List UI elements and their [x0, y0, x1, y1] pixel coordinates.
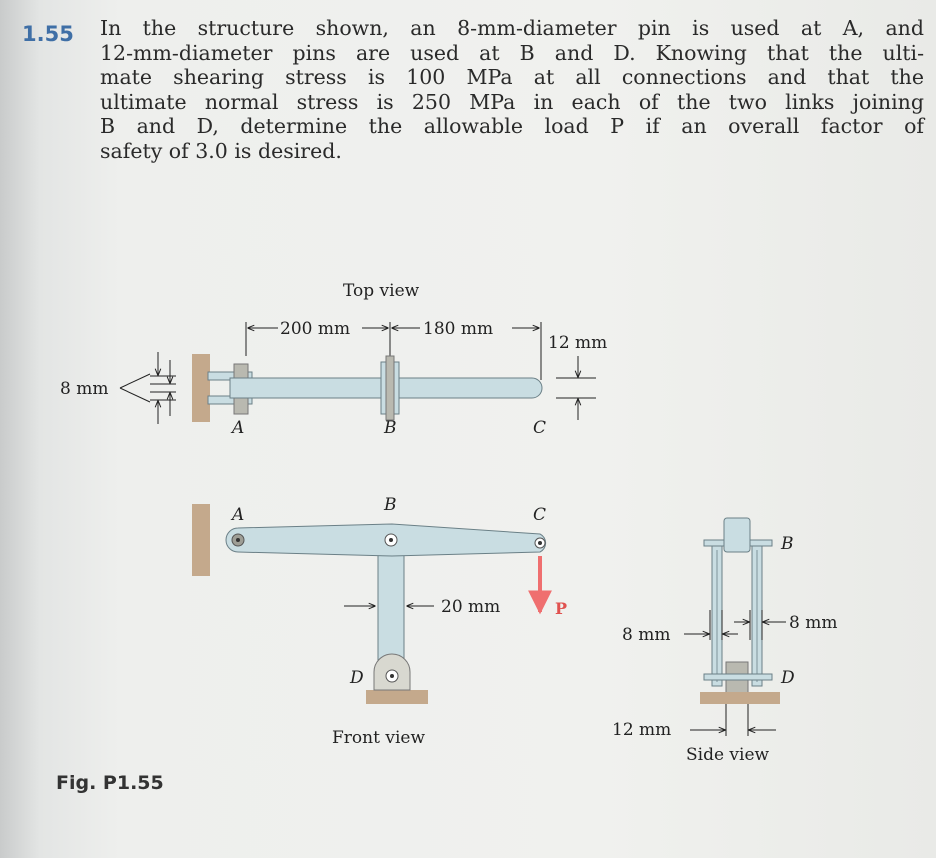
top-point-a: A: [232, 418, 245, 438]
front-wall-support: [192, 504, 210, 576]
front-point-a: A: [232, 505, 245, 525]
problem-number: 1.55: [22, 22, 74, 46]
side-point-d: D: [781, 668, 795, 688]
problem-line: In the structure shown, an 8-mm-diameter pin is used at A, and: [100, 16, 924, 40]
problem-line: 12-mm-diameter pins are used at B and D. Knowing that the ulti-: [100, 40, 924, 65]
side-point-b: B: [781, 534, 794, 554]
dim-thickness-label: 12 mm: [548, 333, 608, 353]
front-view-title: Front view: [332, 728, 425, 748]
dim-pin-label: 8 mm: [60, 379, 109, 399]
top-view: [60, 281, 607, 438]
front-view: [192, 495, 567, 748]
load-label: P: [555, 599, 568, 618]
side-dim-left: 8 mm: [622, 625, 671, 645]
pin-b-top: [386, 356, 394, 420]
front-point-b: B: [384, 495, 397, 515]
problem-line: B and D, determine the allowable load P if an overall factor of: [100, 114, 924, 138]
top-wall-support: [192, 354, 210, 422]
front-point-c: C: [533, 505, 547, 525]
front-point-d: D: [350, 668, 364, 688]
dim-width-label: 20 mm: [441, 597, 501, 617]
problem-line: safety of 3.0 is desired.: [100, 138, 342, 163]
side-dim-bottom: 12 mm: [612, 720, 672, 740]
dim-bc-label: 180 mm: [423, 319, 494, 339]
figure-label: Fig. P1.55: [56, 772, 164, 794]
side-ground-support: [700, 692, 780, 704]
side-dim-right: 8 mm: [789, 613, 838, 633]
side-view: [612, 518, 837, 765]
top-point-c: C: [533, 418, 547, 438]
side-view-title: Side view: [686, 745, 770, 765]
ground-support-d: [366, 690, 428, 704]
top-view-title: Top view: [343, 281, 420, 301]
problem-line: ultimate normal stress is 250 MPa in each of the two links joining: [100, 89, 924, 114]
problem-line: mate shearing stress is 100 MPa at all connections and that the: [100, 65, 924, 89]
top-point-b: B: [384, 418, 397, 438]
side-member: [724, 518, 750, 552]
dim-ab-label: 200 mm: [280, 319, 351, 339]
